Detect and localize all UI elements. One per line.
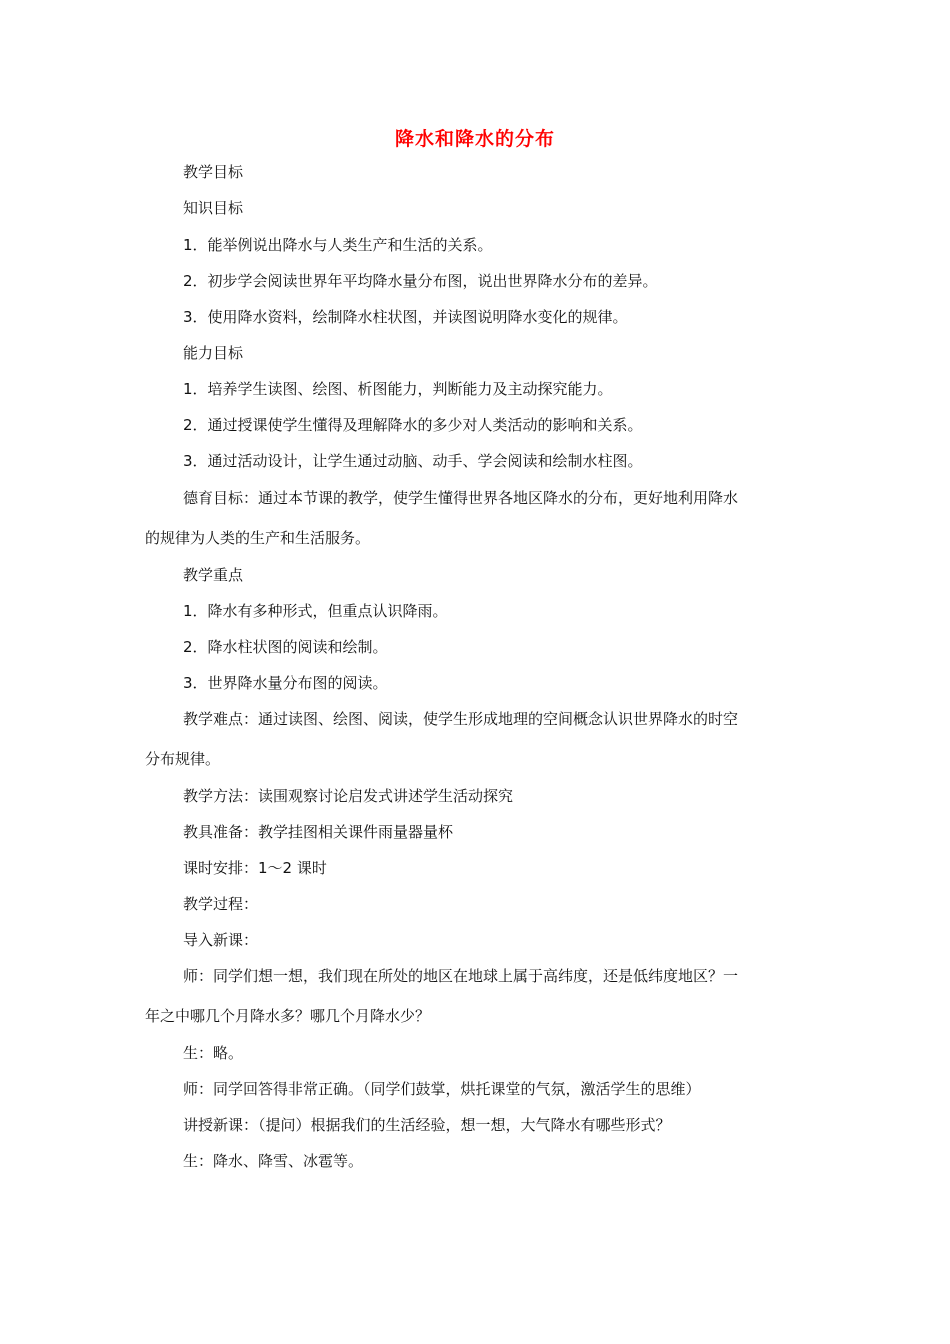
difficulty-line-2: 分布规律。	[145, 750, 221, 768]
heading-teaching-process: 教学过程：	[183, 895, 259, 913]
heading-introduction: 导入新课：	[183, 931, 259, 949]
key-point-2: 2．降水柱状图的阅读和绘制。	[183, 638, 388, 656]
teacher-question-line-1: 师：同学们想一想，我们现在所处的地区在地球上属于高纬度，还是低纬度地区？一	[183, 967, 739, 985]
new-lesson-question: 讲授新课：（提问）根据我们的生活经验，想一想，大气降水有哪些形式？	[183, 1116, 671, 1134]
ability-item-3: 3．通过活动设计，让学生通过动脑、动手、学会阅读和绘制水柱图。	[183, 452, 643, 470]
class-hours: 课时安排：1～2 课时	[183, 859, 327, 877]
teacher-question-line-2: 年之中哪几个月降水多？哪几个月降水少？	[145, 1007, 431, 1025]
key-point-1: 1．降水有多种形式，但重点认识降雨。	[183, 602, 448, 620]
difficulty-line-1: 教学难点：通过读图、绘图、阅读，使学生形成地理的空间概念认识世界降水的时空	[183, 710, 739, 728]
heading-ability-objectives: 能力目标	[183, 344, 244, 362]
student-reply-2: 生：降水、降雪、冰雹等。	[183, 1152, 364, 1170]
moral-objective-line-2: 的规律为人类的生产和生活服务。	[145, 529, 371, 547]
knowledge-item-3: 3．使用降水资料，绘制降水柱状图，并读图说明降水变化的规律。	[183, 308, 628, 326]
moral-objective-line-1: 德育目标：通过本节课的教学，使学生懂得世界各地区降水的分布，更好地利用降水	[183, 489, 739, 507]
teaching-aids: 教具准备：教学挂图相关课件雨量器量杯	[183, 823, 454, 841]
student-reply-1: 生：略。	[183, 1044, 244, 1062]
ability-item-2: 2．通过授课使学生懂得及理解降水的多少对人类活动的影响和关系。	[183, 416, 643, 434]
knowledge-item-1: 1．能举例说出降水与人类生产和生活的关系。	[183, 236, 493, 254]
teacher-feedback: 师：同学回答得非常正确。（同学们鼓掌，烘托课堂的气氛，激活学生的思维）	[183, 1080, 701, 1098]
heading-teaching-objectives: 教学目标	[183, 163, 244, 181]
document-title: 降水和降水的分布	[394, 128, 555, 150]
heading-knowledge-objectives: 知识目标	[183, 199, 244, 217]
key-point-3: 3．世界降水量分布图的阅读。	[183, 674, 388, 692]
knowledge-item-2: 2．初步学会阅读世界年平均降水量分布图，说出世界降水分布的差异。	[183, 272, 658, 290]
heading-key-points: 教学重点	[183, 566, 244, 584]
teaching-methods: 教学方法：读围观察讨论启发式讲述学生活动探究	[183, 787, 514, 805]
ability-item-1: 1．培养学生读图、绘图、析图能力，判断能力及主动探究能力。	[183, 380, 613, 398]
